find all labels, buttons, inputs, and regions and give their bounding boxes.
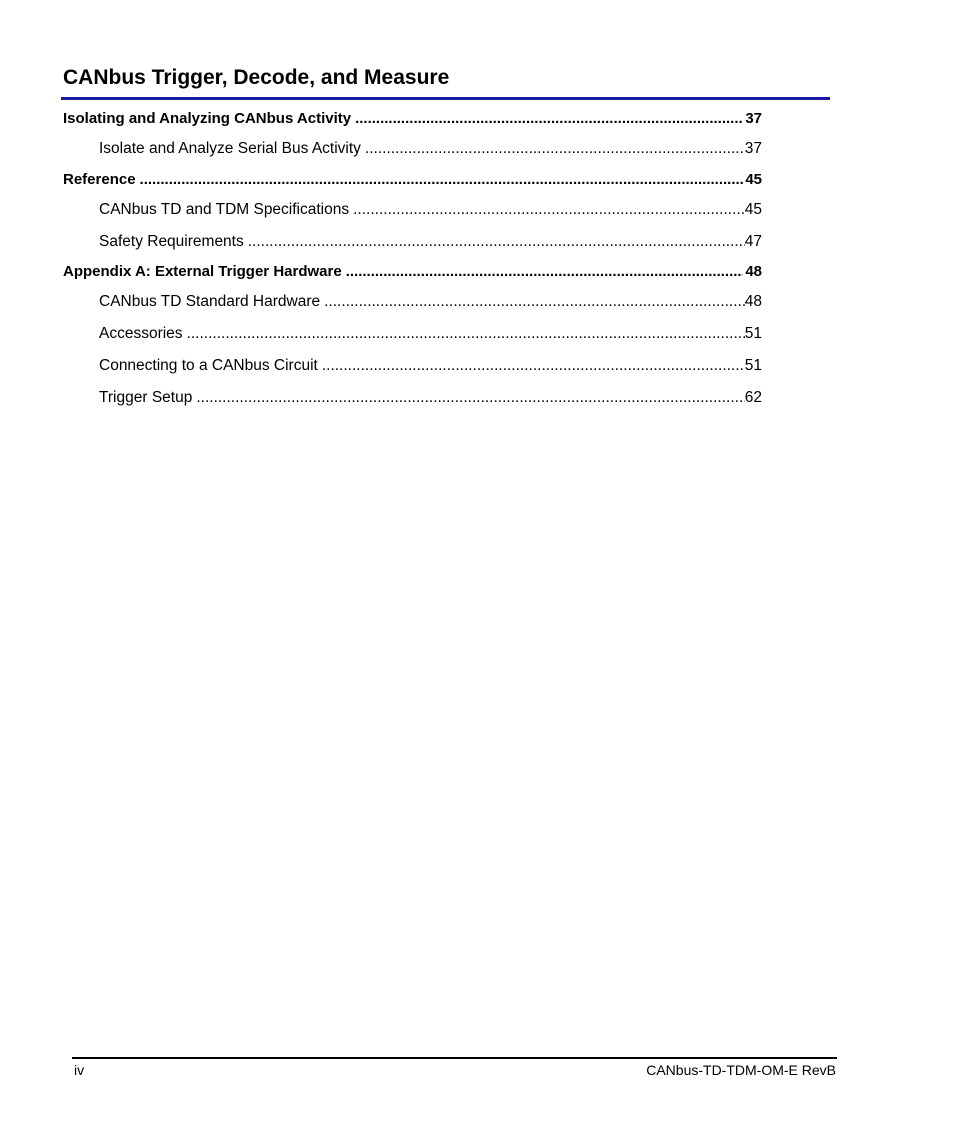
toc-entry-page: 48	[745, 263, 762, 281]
toc-entry-page: 45	[744, 200, 762, 218]
toc-entry[interactable]	[63, 194, 762, 226]
toc-leader-dots	[196, 382, 744, 414]
toc-entry-label: Isolating and Analyzing CANbus Activity	[63, 110, 352, 127]
toc-leader-dots	[322, 350, 745, 382]
toc-entry[interactable]	[63, 226, 762, 258]
toc-entry-label: Reference	[63, 170, 136, 188]
toc-entry-label: Isolate and Analyze Serial Bus Activity	[99, 140, 361, 157]
toc-entry-page: 51	[744, 325, 762, 343]
toc-entry-label: Trigger Setup	[99, 388, 193, 406]
footer-rule	[72, 1057, 837, 1059]
toc-entry[interactable]	[63, 165, 762, 194]
table-of-contents	[63, 104, 762, 414]
toc-entry[interactable]	[63, 104, 762, 133]
footer-document-id: CANbus-TD-TDM-OM-E RevB	[646, 1062, 836, 1078]
toc-leader-dots	[248, 226, 745, 258]
toc-leader-dots	[365, 133, 745, 165]
toc-entry-page: 51	[744, 356, 762, 374]
toc-entry-page: 48	[744, 293, 762, 311]
toc-leader-dots	[355, 104, 743, 133]
toc-leader-dots	[353, 194, 745, 226]
toc-entry[interactable]	[63, 382, 762, 414]
toc-leader-dots	[140, 165, 744, 194]
toc-entry[interactable]	[63, 257, 762, 286]
toc-leader-dots	[187, 318, 745, 350]
toc-entry-page: 45	[745, 170, 762, 188]
page-title: CANbus Trigger, Decode, and Measure	[63, 66, 450, 89]
toc-entry-page: 47	[744, 232, 762, 250]
toc-entry[interactable]	[63, 350, 762, 382]
toc-entry[interactable]	[63, 286, 762, 318]
toc-leader-dots	[324, 286, 745, 318]
toc-entry[interactable]	[63, 133, 762, 165]
toc-entry-page: 62	[744, 388, 762, 406]
toc-entry-label: CANbus TD and TDM Specifications	[99, 200, 350, 218]
toc-entry-label: Accessories	[99, 325, 183, 343]
toc-entry[interactable]	[63, 318, 762, 350]
toc-entry-label: CANbus TD Standard Hardware	[99, 293, 321, 311]
header-rule	[61, 97, 830, 100]
toc-leader-dots	[346, 257, 744, 286]
toc-entry-label: Connecting to a CANbus Circuit	[99, 356, 318, 374]
toc-entry-page: 37	[745, 110, 762, 127]
toc-entry-label: Safety Requirements	[99, 232, 244, 250]
toc-entry-label: Appendix A: External Trigger Hardware	[63, 263, 342, 281]
toc-entry-page: 37	[744, 140, 762, 157]
footer-page-number: iv	[74, 1062, 85, 1078]
